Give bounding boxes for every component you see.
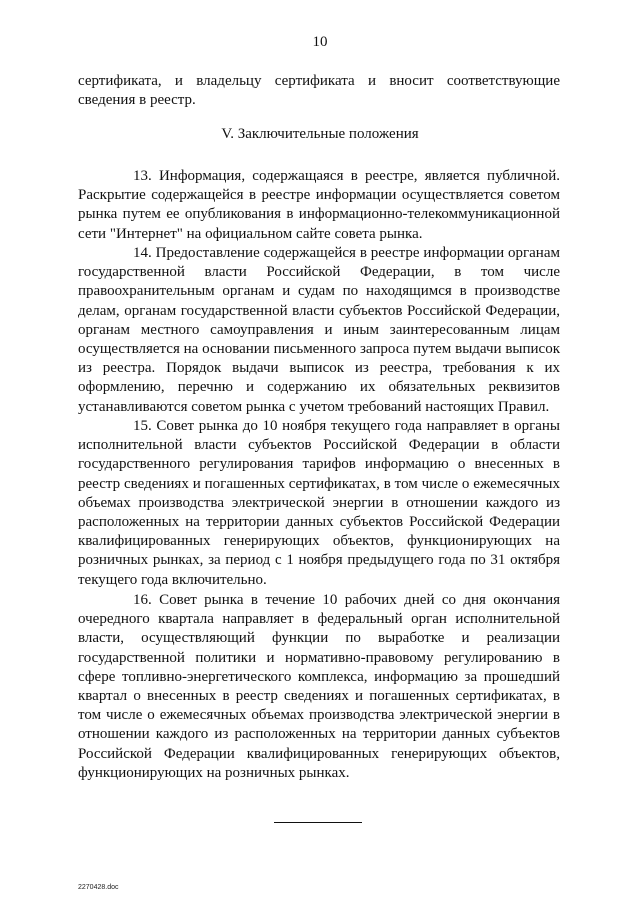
paragraph-15	[78, 417, 560, 590]
text-line: 16. Совет рынка в течение 10 рабочих дней со дня окончания	[133, 592, 560, 608]
text-line: том числе о ежемесячных объемах производства электрической энергии в	[78, 707, 560, 724]
text-line: Раскрытие содержащейся в реестре информации осуществляется советом	[78, 187, 560, 204]
text-line: органам местного самоуправления и иным заинтересованным лицам	[78, 321, 560, 338]
text-line: Российской Федерации квалифицированных генерирующих объектов,	[78, 745, 560, 762]
text-line: реестр сведениях и погашенных сертификатах, в том числе о ежемесячных	[78, 475, 560, 492]
text-line: 13. Информация, содержащаяся в реестре, является публичной.	[133, 168, 560, 184]
text-line: рынка путем ее опубликования в информационно-телекоммуникационной	[78, 206, 560, 223]
text-line: государственной политики и нормативно-правовому регулированию в	[78, 649, 560, 666]
text-line: осуществляется на основании письменного запроса путем выдачи выписок	[78, 341, 560, 358]
text-line: квалифицированных генерирующих объектов, функционирующих на	[78, 533, 560, 550]
text-line: оформлению, перечню и содержанию их обязательных реквизитов	[78, 379, 560, 396]
text-line: исполнительной власти субъектов Российской Федерации в области	[78, 437, 560, 454]
text-line: делам, органам государственной власти субъектов Российской Федерации,	[78, 302, 560, 319]
text-line: государственного регулирования тарифов информацию о внесенных в	[78, 456, 560, 473]
text-line: сведения в реестр.	[78, 92, 196, 109]
text-line: 14. Предоставление содержащейся в реестре информации органам	[133, 245, 560, 261]
text-line: квартал о внесенных в реестр сведениях и погашенных сертификатах, в	[78, 688, 560, 705]
text-line: текущего года включительно.	[78, 571, 267, 588]
text-line: расположенных на территории данных субъектов Российской Федерации	[78, 514, 560, 531]
text-line: правоохранительным органам и судам по находящимся в производстве	[78, 283, 560, 300]
footer-doc-code: 2270428.doc	[78, 884, 119, 891]
text-line: розничных рынках, за период с 1 ноября предыдущего года по 31 октября	[78, 552, 560, 569]
intro-text	[78, 72, 560, 110]
text-line: устанавливаются советом рынка с учетом требований настоящих Правил.	[78, 398, 550, 415]
section-heading: V. Заключительные положения	[221, 126, 419, 142]
paragraph-13	[78, 167, 560, 244]
text-line: сети "Интернет" на официальном сайте совета рынка.	[78, 225, 423, 242]
text-line: 15. Совет рынка до 10 ноября текущего года направляет в органы	[133, 418, 560, 434]
end-separator-line	[274, 822, 362, 823]
text-line: из реестра. Порядок выдачи выписок из реестра, требования к их	[78, 360, 560, 377]
paragraph-16	[78, 591, 560, 783]
page-number: 10	[312, 34, 328, 50]
text-line: объемах производства электрической энергии в отношении каждого из	[78, 494, 560, 511]
text-line: очередного квартала направляет в федеральный орган исполнительной	[78, 611, 560, 628]
text-line: сфере топливно-энергетического комплекса, информацию за прошедший	[78, 668, 560, 685]
text-line: сертификата, и владельцу сертификата и вносит соответствующие	[78, 73, 560, 89]
text-line: государственной власти Российской Федерации, в том числе	[78, 264, 560, 281]
text-line: власти, осуществляющий функции по выработке и реализации	[78, 630, 560, 647]
text-line: отношении каждого из расположенных на территории данных субъектов	[78, 726, 560, 743]
text-line: функционирующих на розничных рынках.	[78, 764, 350, 781]
paragraph-14	[78, 244, 560, 417]
